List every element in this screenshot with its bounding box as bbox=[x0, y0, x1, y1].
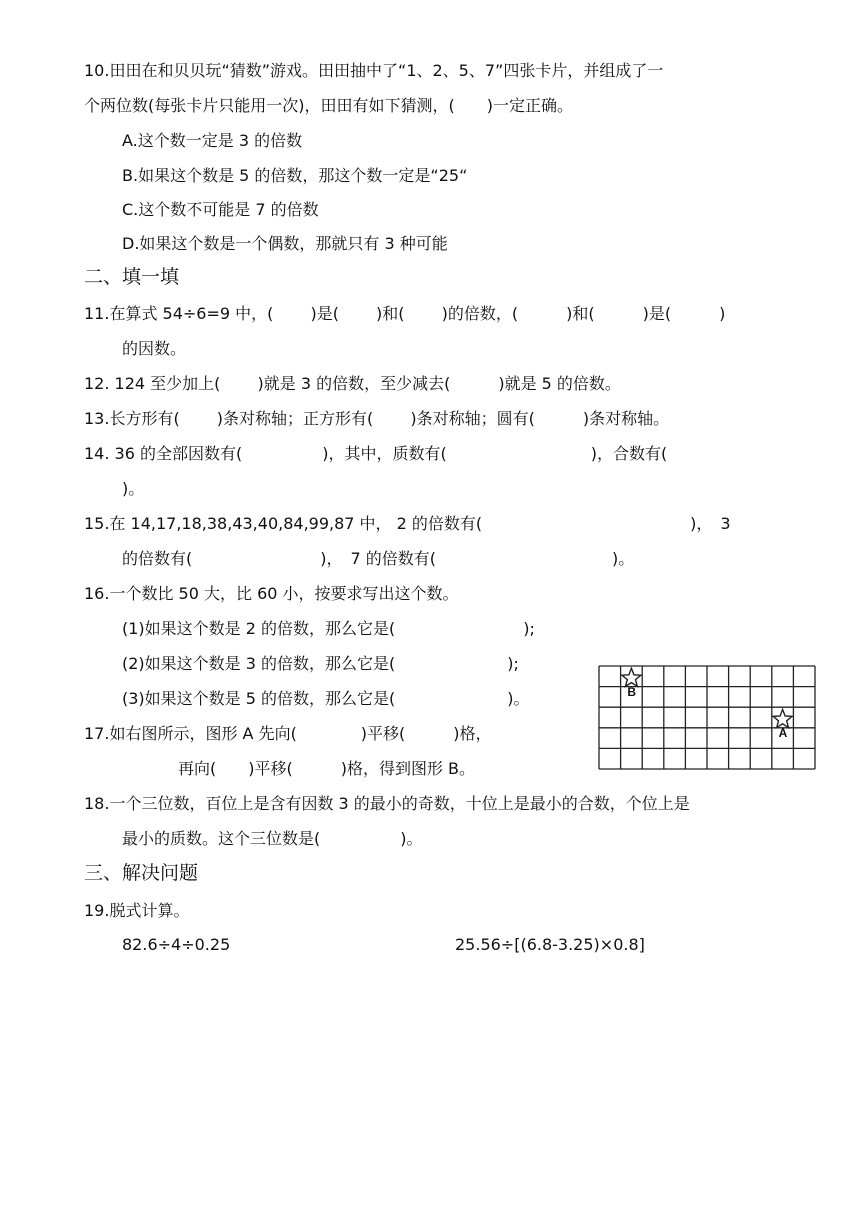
q10-option-b: B.如果这个数是 5 的倍数，那这个数一定是“25“ bbox=[122, 166, 468, 185]
translation-grid-figure bbox=[598, 665, 816, 770]
section-3-heading: 三、解决问题 bbox=[84, 862, 199, 884]
star-a-icon bbox=[773, 710, 792, 728]
star-b-icon bbox=[622, 668, 641, 686]
q10-option-a: A.这个数一定是 3 的倍数 bbox=[122, 131, 303, 150]
q17-line2: 再向( )平移( )格，得到图形 B。 bbox=[178, 759, 476, 778]
figure-label-a: A bbox=[778, 726, 788, 741]
q18-line1: 18.一个三位数，百位上是含有因数 3 的最小的奇数，十位上是最小的合数，个位上是 bbox=[84, 794, 690, 813]
q19-line1: 19.脱式计算。 bbox=[84, 901, 190, 920]
q16-item-3: (3)如果这个数是 5 的倍数，那么它是( )。 bbox=[122, 689, 530, 708]
q15-line2: 的倍数有( )， 7 的倍数有( )。 bbox=[122, 549, 635, 568]
q16-item-2: (2)如果这个数是 3 的倍数，那么它是( ); bbox=[122, 654, 519, 673]
q10-line1: 10.田田在和贝贝玩“猜数”游戏。田田抽中了“1、2、5、7”四张卡片，并组成了一 bbox=[84, 61, 664, 80]
q14-line1: 14. 36 的全部因数有( )，其中，质数有( )，合数有( bbox=[84, 444, 668, 463]
q11-line1: 11.在算式 54÷6=9 中，( )是( )和( )的倍数，( )和( )是( ) bbox=[84, 304, 726, 323]
q19-expression-1: 82.6÷4÷0.25 bbox=[122, 935, 231, 954]
q10-option-d: D.如果这个数是一个偶数，那就只有 3 种可能 bbox=[122, 234, 448, 253]
figure-label-b: B bbox=[627, 684, 637, 699]
q11-line2: 的因数。 bbox=[122, 339, 187, 358]
q15-line1: 15.在 14,17,18,38,43,40,84,99,87 中， 2 的倍数有( )， 3 bbox=[84, 514, 731, 533]
q18-line2: 最小的质数。这个三位数是( )。 bbox=[122, 829, 423, 848]
q10-line2: 个两位数(每张卡片只能用一次)，田田有如下猜测，( )一定正确。 bbox=[84, 96, 573, 115]
question-12: 12. 124 至少加上( )就是 3 的倍数，至少减去( )就是 5 的倍数。 bbox=[84, 374, 621, 393]
q14-line2: )。 bbox=[122, 479, 145, 498]
q16-line1: 16.一个数比 50 大，比 60 小，按要求写出这个数。 bbox=[84, 584, 459, 603]
q16-item-1: (1)如果这个数是 2 的倍数，那么它是( ); bbox=[122, 619, 535, 638]
question-13: 13.长方形有( )条对称轴；正方形有( )条对称轴；圆有( )条对称轴。 bbox=[84, 409, 670, 428]
section-2-heading: 二、填一填 bbox=[84, 266, 180, 288]
q10-option-c: C.这个数不可能是 7 的倍数 bbox=[122, 200, 319, 219]
grid-svg bbox=[598, 665, 816, 770]
q19-expression-2: 25.56÷[(6.8-3.25)×0.8] bbox=[455, 935, 645, 954]
q17-line1: 17.如右图所示，图形 A 先向( )平移( )格， bbox=[84, 724, 492, 743]
